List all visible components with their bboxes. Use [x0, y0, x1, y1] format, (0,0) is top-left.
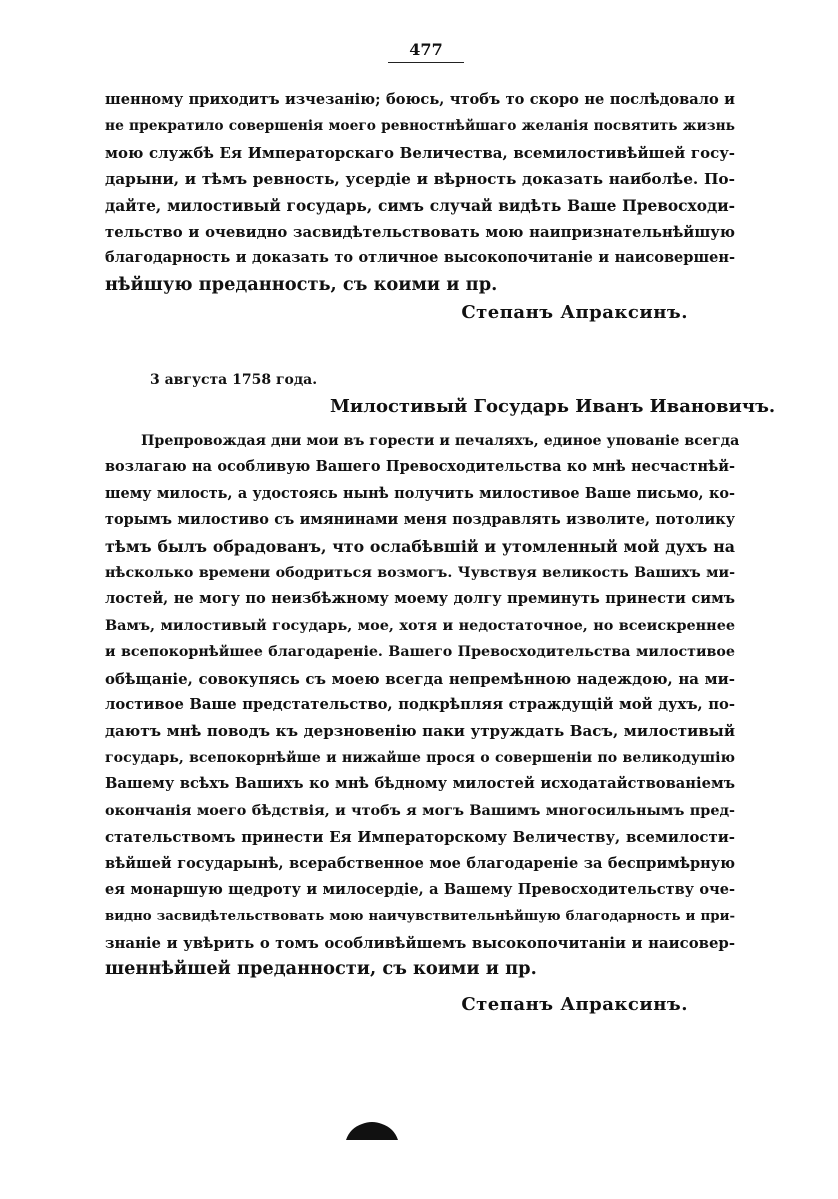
text-line: лостивое Ваше предстательство, подкрѣпляя страждущій мой духъ, по- — [105, 696, 735, 714]
text-line: Препровождая дни мои въ горести и печаляхъ, единое упованіе всегда — [141, 433, 740, 449]
text-line: лостей, не могу по неизбѣжному моему долгу преминуть принести симъ — [105, 590, 735, 608]
text-line: шенному приходитъ изчезанію; боюсь, чтобъ то скоро не послѣдовало и — [105, 91, 735, 108]
letter-2-signature: Степанъ Апраксинъ. — [461, 994, 688, 1015]
text-line: шеннѣйшей преданности, съ коими и пр. — [105, 958, 537, 980]
text-line: нѣсколько времени ободриться возмогъ. Чувствуя великость Вашихъ ми- — [105, 565, 735, 582]
letter-1-body — [105, 87, 735, 298]
text-line: ея монаршую щедроту и милосердіе, а Вашему Превосходительству оче- — [105, 880, 735, 898]
text-line: вѣйшей государынѣ, всерабственное мое благодареніе за беспримѣрную — [105, 854, 735, 872]
letter-2-salutation: Милостивый Государь Иванъ Ивановичъ. — [330, 396, 776, 417]
text-line: стательствомъ принести Ея Императорскому Величеству, всемилости- — [105, 828, 735, 847]
text-line: даютъ мнѣ поводъ къ дерзновенію паки утруждать Васъ, милостивый — [105, 722, 735, 741]
letter-1-signature: Степанъ Апраксинъ. — [461, 302, 688, 323]
text-line: тѣмъ былъ обрадованъ, что ослабѣвшій и утомленный мой духъ на — [105, 536, 735, 556]
text-line: знаніе и увѣрить о томъ особливѣйшемъ высокопочитаніи и наисовер- — [105, 933, 735, 952]
text-line: Вашему всѣхъ Вашихъ ко мнѣ бѣдному милостей исходатайствованіемъ — [105, 775, 735, 793]
letter-2-body — [105, 428, 740, 983]
text-line: тельство и очевидно засвидѣтельствовать мою наипризнательнѣйшую — [105, 223, 735, 242]
text-line: видно засвидѣтельствовать мою наичувствительнѣйшую благодарность и при- — [105, 908, 735, 925]
text-line: возлагаю на особливую Вашего Превосходительства ко мнѣ несчастнѣй- — [105, 458, 735, 476]
text-line: мою службѣ Ея Императорскаго Величества, всемилостивѣйшей госу- — [105, 143, 735, 162]
text-line: благодарность и доказать то отличное высокопочитаніе и наисовершен- — [105, 249, 735, 267]
text-line: не прекратило совершенія моего ревностнѣйшаго желанія посвятить жизнь — [105, 118, 735, 135]
text-line: нѣйшую преданность, съ коими и пр. — [105, 273, 498, 295]
text-line: обѣщаніе, совокупясь съ моею всегда непремѣнною надеждою, на ми- — [105, 669, 735, 688]
letter-2-date: 3 августа 1758 года. — [150, 372, 318, 388]
text-line: шему милость, а удостоясь нынѣ получить милостивое Ваше письмо, ко- — [105, 484, 735, 502]
tailpiece-ornament-icon — [344, 1118, 400, 1142]
text-line: Вамъ, милостивый государь, мое, хотя и недостаточное, но всеискреннее — [105, 616, 735, 634]
text-line: дайте, милостивый государь, симъ случай видѣть Ваше Превосходи- — [105, 196, 735, 215]
text-line: и всепокорнѣйшее благодареніе. Вашего Превосходительства милостивое — [105, 644, 735, 661]
text-line: торымъ милостиво съ имянинами меня поздравлять изволите, потолику — [105, 511, 735, 529]
text-line: дарыни, и тѣмъ ревность, усердіе и вѣрность доказать наиболѣе. По- — [105, 170, 735, 189]
text-line: окончанія моего бѣдствія, и чтобъ я могъ Вашимъ многосильнымъ пред- — [105, 802, 735, 819]
page-number: 477 — [388, 40, 464, 63]
text-line: государь, всепокорнѣйше и нижайше прося о совершеніи по великодушію — [105, 749, 735, 766]
